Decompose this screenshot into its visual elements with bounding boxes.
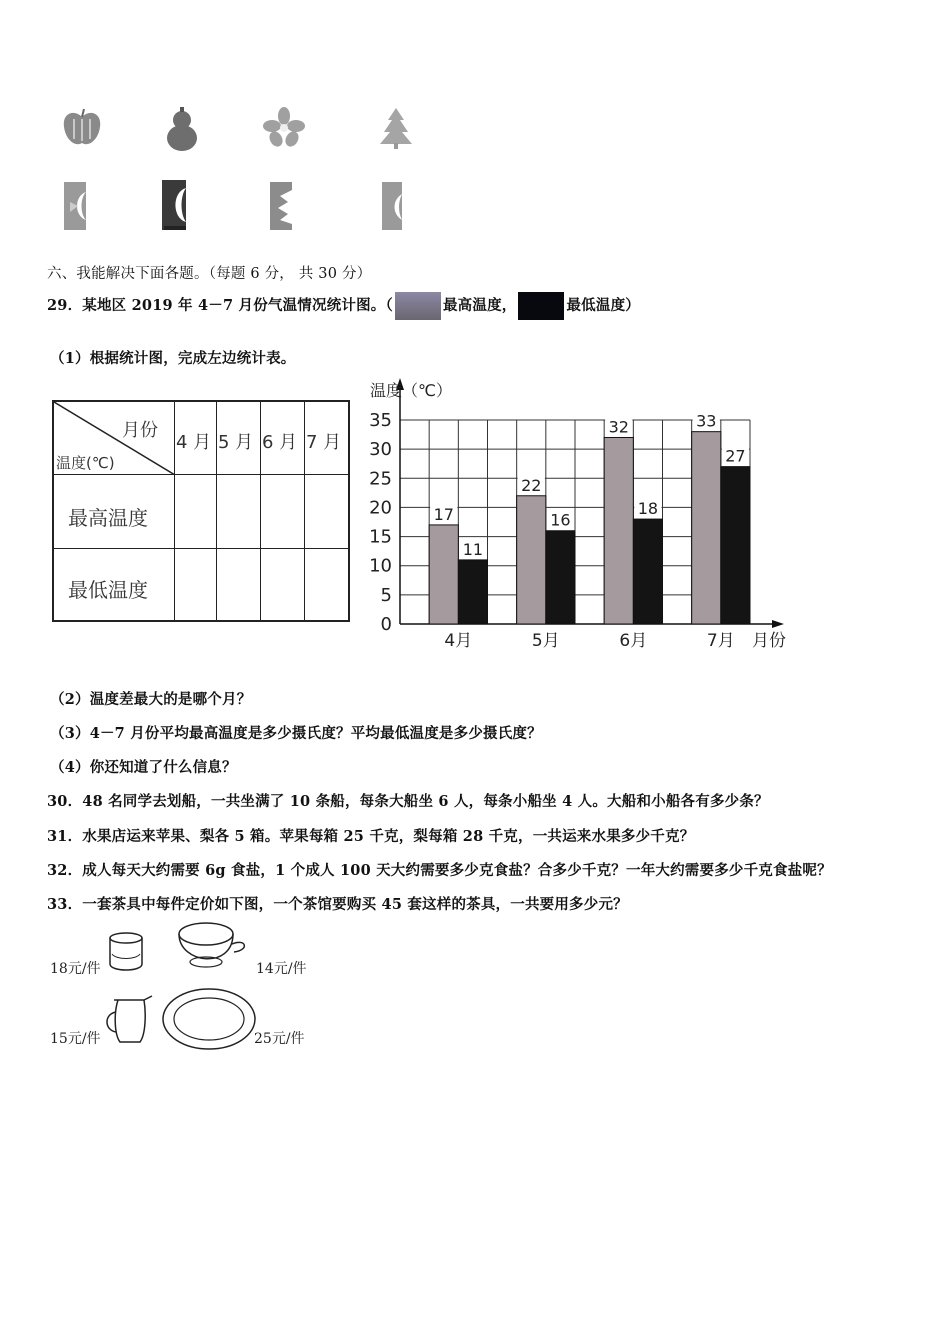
x-axis-title: 月份	[752, 631, 786, 651]
statistics-table	[52, 400, 350, 622]
question-29-text: 29．某地区 2019 年 4－7 月份气温情况统计图。（	[47, 297, 393, 314]
paper-cut-1-icon	[62, 180, 96, 232]
x-tick-label: 6月	[619, 631, 648, 651]
bar-max-temp	[429, 525, 458, 624]
table-month-6: 6 月	[262, 432, 298, 453]
x-tick-label: 7月	[706, 631, 735, 651]
plate-icon	[160, 986, 258, 1052]
bar-min-temp	[546, 531, 575, 624]
question-29-part2: （2）温度差最大的是哪个月？	[50, 691, 252, 708]
question-29-part4: （4）你还知道了什么信息？	[50, 759, 237, 776]
legend-max-label: 最高温度，	[442, 297, 517, 314]
legend-min-label: 最低温度）	[566, 297, 640, 314]
pitcher-icon	[100, 992, 156, 1048]
table-header-temp: 温度(℃)	[56, 454, 115, 472]
bar-max-temp	[517, 496, 546, 624]
y-tick-label: 10	[369, 555, 392, 577]
paper-cut-4-icon	[380, 180, 412, 232]
x-tick-label: 5月	[531, 631, 560, 651]
table-month-4: 4 月	[176, 432, 212, 453]
temperature-bar-chart	[360, 372, 800, 652]
y-tick-label: 30	[369, 439, 392, 461]
y-tick-label: 15	[369, 526, 392, 548]
legend-min-swatch	[518, 292, 564, 320]
bowl-price: 14元/件	[256, 961, 307, 977]
paper-cut-2-icon	[160, 178, 198, 232]
question-29	[47, 292, 640, 320]
data-label: 22	[521, 475, 542, 495]
y-axis-title: 温度（℃）	[370, 381, 452, 400]
apple-icon	[60, 105, 104, 149]
tree-icon	[376, 106, 416, 150]
table-month-7: 7 月	[306, 432, 342, 453]
question-29-part1: （1）根据统计图，完成左边统计表。	[50, 350, 296, 367]
y-tick-label: 0	[380, 614, 392, 635]
legend-max-swatch	[395, 292, 441, 320]
question-32: 32．成人每天大约需要 6g 食盐，1 个成人 100 天大约需要多少克食盐？合多少千克？一年大约需要多少千克食盐呢？	[47, 862, 832, 879]
y-tick-label: 5	[380, 584, 392, 606]
data-label: 17	[433, 504, 454, 524]
question-33: 33．一套茶具中每件定价如下图，一个茶馆要购买 45 套这样的茶具，一共要用多少元？	[47, 896, 628, 913]
table-month-5: 5 月	[218, 432, 254, 453]
table-header-month: 月份	[122, 420, 158, 441]
table-row-min: 最低温度	[68, 578, 148, 602]
y-tick-label: 25	[369, 468, 392, 490]
pitcher-price: 15元/件	[50, 1031, 101, 1047]
bar-max-temp	[692, 432, 721, 624]
cup-price: 18元/件	[50, 961, 101, 977]
data-label: 16	[550, 510, 571, 530]
paper-cut-3-icon	[268, 180, 302, 232]
bar-min-temp	[721, 467, 750, 624]
x-tick-label: 4月	[444, 631, 473, 651]
gourd-icon	[162, 106, 202, 152]
bar-max-temp	[604, 437, 633, 624]
question-29-part3: （3）4－7 月份平均最高温度是多少摄氏度？平均最低温度是多少摄氏度？	[50, 725, 542, 742]
flower-icon	[262, 106, 306, 148]
data-label: 11	[462, 539, 484, 559]
question-30: 30．48 名同学去划船，一共坐满了 10 条船，每条大船坐 6 人，每条小船坐 4 人。大船和小船各有多少条？	[47, 793, 769, 810]
bar-min-temp	[633, 519, 662, 624]
plate-price: 25元/件	[254, 1031, 305, 1047]
data-label: 33	[696, 411, 717, 431]
y-tick-label: 35	[369, 410, 392, 431]
table-row-max: 最高温度	[68, 506, 148, 530]
section-heading: 六、我能解决下面各题。（每题 6 分， 共 30 分）	[47, 266, 372, 282]
cup-icon	[106, 930, 146, 974]
question-31: 31．水果店运来苹果、梨各 5 箱。苹果每箱 25 千克，梨每箱 28 千克，一共运来水果多少千克？	[47, 828, 695, 845]
x-axis-arrow	[772, 620, 784, 628]
bowl-icon	[176, 920, 252, 976]
data-label: 27	[725, 446, 746, 466]
data-label: 18	[637, 499, 659, 519]
data-label: 32	[608, 417, 629, 437]
bar-min-temp	[458, 560, 487, 624]
y-tick-label: 20	[369, 497, 392, 519]
